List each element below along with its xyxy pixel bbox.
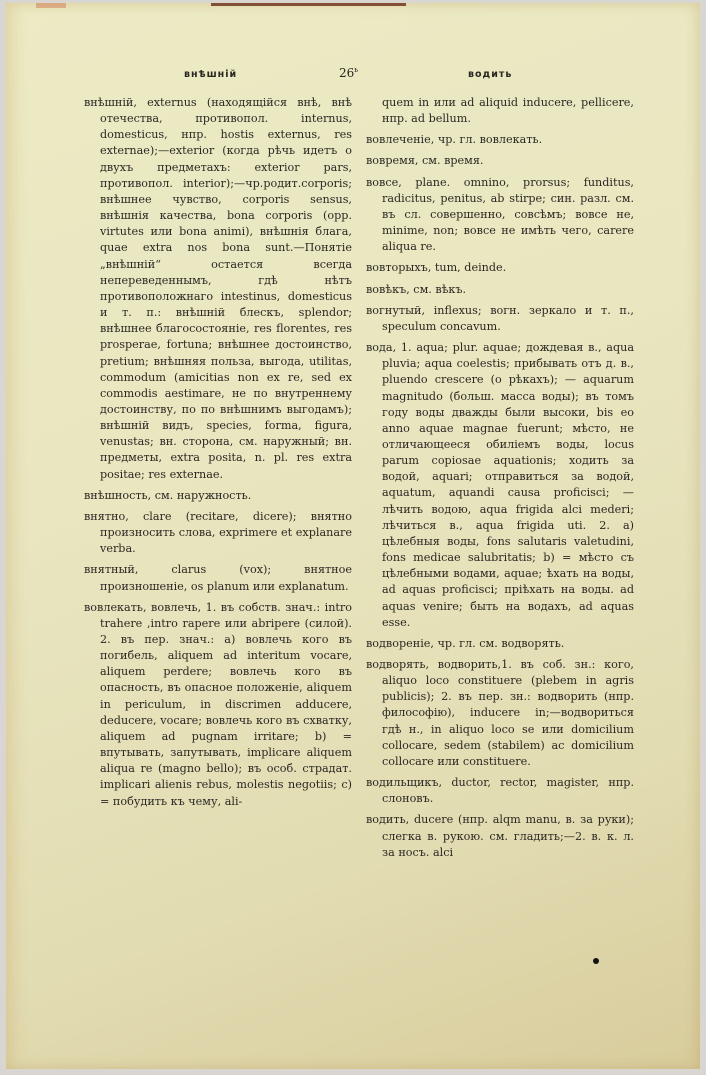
entry: вогнутый, inflexus; вогн. зеркало и т. п., speculum concavum. — [366, 303, 634, 333]
entry-continuation: quem in или ad aliquid inducere, pellicere, нпр. ad bellum. — [382, 96, 634, 126]
entry: внятно, clare (recitare, dicere); внятно произносить слова, exprimere et explanare verba. — [84, 509, 352, 556]
dictionary-page — [6, 3, 700, 1069]
entry: внѣшній, externus (находящійся внѣ, внѣ отечества, противопол. internus, domesticus, нпр. hostis externus, res externae);—exterior (когда рѣчь идетъ о двухъ предметахъ: exterior pars, противопол. interior);—чр.родит.corporis; внѣшнее чувство, corporis sensus, внѣшнія качества, bona corporis (opp. virtutes или bona animi), внѣшнія блага, quae extra nos bona sunt.—Понятіе „внѣшній“ остается всегда непереведеннымъ, гдѣ нѣтъ противоположнаго intestinus, domesticus и т. п.: внѣшній блескъ, splendor; внѣшнее благосостояніе, res florentes, res prosperae, fortuna; внѣшнее достоинство, pretium; внѣшняя польза, выгода, utilitas, commodum (amicitias non ex re, sed ex commodis aestimare, не по внутреннему достоинству, по по внѣшнимъ выгодамъ); внѣшній видъ, species, forma, figura, venustas; вн. сторона, см. наружный; вн. предметы, extra posita, n. pl. res extra positae; res externae. — [84, 96, 352, 481]
left-guide-word: внѣшній — [184, 69, 238, 80]
entry: вовремя, см. время. — [366, 154, 484, 168]
binding-edge — [211, 3, 406, 6]
entry: вовѣкъ, см. вѣкъ. — [366, 282, 467, 296]
page-stain — [36, 3, 66, 8]
left-column — [84, 95, 352, 815]
ink-dot — [593, 958, 599, 964]
entry: водвореніе, чр. гл. см. водворять. — [366, 636, 565, 650]
right-guide-word: водить — [468, 69, 513, 80]
entry: вода, 1. aqua; plur. aquae; дождевая в., aqua pluvia; aqua coelestis; прибывать отъ д. в., pluendo crescere (о рѣкахъ); — aquarum magnitudo (больш. масса воды); въ томъ году воды дважды были высоки, bis eo anno aquae magnae fuerunt; мѣсто, не отличающееся обиліемъ воды, locus parum copiosae aquationis; ходить за водой, aquari; отправиться за водой, aquatum, aquandi causa proficisci; — лѣчить водою, aqua frigida alci mederi; лѣчиться в., aqua frigida uti. 2. a) цѣлебныя воды, fons salutaris valetudini, fons medicae salubritatis; b) = мѣсто съ цѣлебными водами, aquae; ѣхать на воды, ad aquas proficisci; пріѣхать на воды. ad aquas venire; быть на водахъ, ad aquas esse. — [366, 341, 634, 629]
entry: вовлекать, вовлечь, 1. въ собств. знач.: intro trahere ,intro rapere или abripere (силой). 2. въ пер. знач.: a) вовлечь кого въ погибель, aliquem ad interitum vocare, aliquem perdere; вовлечь кого въ опасность, въ опасное положеніе, aliquem in periculum, in discrimen adducere, deducere, vocare; вовлечь кого въ схватку, aliquem ad pugnam irritare; b) = впутывать, запутывать, implicare aliquem aliqua re (magno bello); въ особ. страдат. implicari alienis rebus, molestis negotiis; c) = побудить къ чему, ali- — [84, 600, 352, 808]
entry: водильщикъ, ductor, rector, magister, нпр. слоновъ. — [366, 776, 634, 806]
page-header — [6, 66, 700, 87]
entry: внятный, clarus (vox); внятное произношеніе, os planum или explanatum. — [84, 563, 352, 593]
entry: водить, ducere (нпр. alqm manu, в. за руки); слегка в. рукою. см. гладить;—2. в. к. л. за носъ. alci — [366, 813, 634, 859]
page-number: $26^ь$ — [339, 66, 359, 80]
right-column — [366, 95, 634, 866]
entry: вовсе, plane. omnino, prorsus; funditus, radicitus, penitus, ab stirpe; син. разл. см. въ сл. совершенно, совсѣмъ; вовсе не, minime, non; вовсе не имѣть чего, carere aliqua re. — [366, 175, 634, 254]
entry: вовторыхъ, tum, deinde. — [366, 261, 507, 275]
entry: внѣшность, см. наружность. — [84, 488, 252, 502]
entry: вовлеченіе, чр. гл. вовлекать. — [366, 133, 543, 147]
entry: водворять, водворить,1. въ соб. зн.: кого, aliquo loco constituere (plebem in agris publicis); 2. въ пер. зн.: водворить (нпр. философію), inducere in;—водвориться гдѣ н., in aliquo loco se или domicilium collocare, sedem (stabilem) ac domicilium collocare или constituere. — [366, 658, 634, 768]
